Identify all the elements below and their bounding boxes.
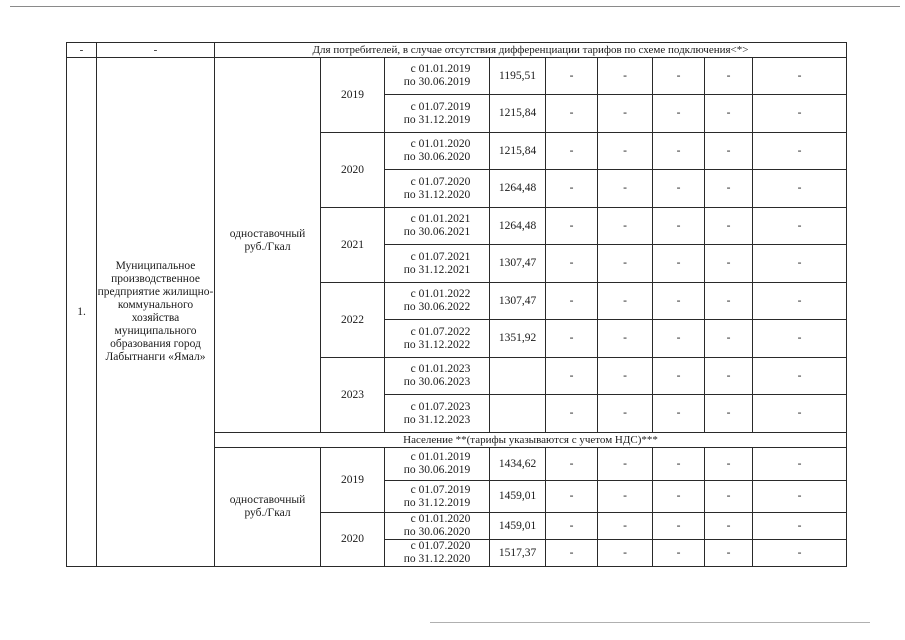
empty-value-dash: -: [546, 208, 598, 245]
period-to: по 31.12.2020: [403, 553, 471, 565]
price-cell: 1517,37: [490, 540, 546, 567]
empty-value-dash: -: [653, 283, 705, 320]
period-from: с 01.01.2020: [410, 138, 471, 150]
empty-value-dash: -: [705, 513, 753, 540]
empty-value-dash: -: [546, 95, 598, 133]
period-to: по 31.12.2023: [403, 413, 471, 426]
period-cell: [385, 170, 490, 208]
tariff-category-unit: руб./Гкал: [244, 507, 291, 519]
period-from: с 01.07.2019: [410, 100, 471, 113]
empty-value-dash: -: [705, 133, 753, 170]
price-cell: 1434,62: [490, 448, 546, 481]
empty-value-dash: -: [598, 245, 653, 283]
empty-value-dash: -: [653, 448, 705, 481]
period-to: по 30.06.2022: [403, 301, 471, 313]
price-cell: 1215,84: [490, 133, 546, 170]
period-cell: [385, 358, 490, 395]
price-cell: 1351,92: [490, 320, 546, 358]
tariff-row: [67, 58, 847, 95]
empty-value-dash: -: [653, 133, 705, 170]
period-to: по 30.06.2021: [403, 226, 471, 238]
empty-value-dash: -: [546, 320, 598, 358]
period-from: с 01.07.2020: [410, 540, 471, 552]
period-to: по 31.12.2022: [403, 338, 471, 351]
header-col-organization: -: [97, 43, 215, 58]
empty-value-dash: -: [753, 395, 847, 433]
empty-value-dash: -: [598, 448, 653, 481]
empty-value-dash: -: [753, 133, 847, 170]
header-col-number: -: [67, 43, 97, 58]
period-from: с 01.07.2022: [410, 325, 471, 338]
section-header-population: Население **(тарифы указываются с учетом НДС)***: [215, 433, 847, 448]
empty-value-dash: -: [598, 320, 653, 358]
empty-value-dash: -: [753, 58, 847, 95]
year-cell: 2019: [321, 58, 385, 133]
empty-value-dash: -: [598, 208, 653, 245]
period-from: с 01.01.2022: [410, 288, 471, 300]
empty-value-dash: -: [546, 395, 598, 433]
tariff-category-type: одноставочный: [229, 494, 306, 506]
period-to: по 30.06.2023: [403, 376, 471, 388]
organization-name: Муниципальное производственное предприятие жилищно-коммунального хозяйства муниципального образования город Лабытнанги «Ямал»: [97, 58, 215, 567]
empty-value-dash: -: [653, 95, 705, 133]
empty-value-dash: -: [653, 358, 705, 395]
empty-value-dash: -: [546, 58, 598, 95]
empty-value-dash: -: [705, 208, 753, 245]
empty-value-dash: -: [705, 170, 753, 208]
year-cell: 2021: [321, 208, 385, 283]
page-bottom-rule: [430, 622, 870, 623]
empty-value-dash: -: [753, 245, 847, 283]
empty-value-dash: -: [705, 283, 753, 320]
empty-value-dash: -: [753, 208, 847, 245]
tariff-category: [215, 58, 321, 433]
empty-value-dash: -: [753, 481, 847, 513]
empty-value-dash: -: [653, 513, 705, 540]
empty-value-dash: -: [598, 540, 653, 567]
page-top-rule: [10, 6, 900, 7]
price-cell: 1215,84: [490, 95, 546, 133]
period-cell: [385, 133, 490, 170]
empty-value-dash: -: [546, 133, 598, 170]
period-to: по 30.06.2020: [403, 151, 471, 163]
period-to: по 30.06.2019: [403, 76, 471, 88]
period-from: с 01.07.2020: [410, 175, 471, 188]
empty-value-dash: -: [546, 245, 598, 283]
empty-value-dash: -: [705, 245, 753, 283]
empty-value-dash: -: [653, 320, 705, 358]
period-to: по 31.12.2021: [403, 263, 471, 276]
period-from: с 01.01.2019: [410, 451, 471, 463]
empty-value-dash: -: [753, 358, 847, 395]
empty-value-dash: -: [705, 395, 753, 433]
empty-value-dash: -: [653, 58, 705, 95]
period-cell: [385, 481, 490, 513]
empty-value-dash: -: [546, 540, 598, 567]
price-cell: [490, 395, 546, 433]
period-to: по 31.12.2019: [403, 496, 471, 509]
empty-value-dash: -: [653, 540, 705, 567]
empty-value-dash: -: [598, 170, 653, 208]
empty-value-dash: -: [753, 95, 847, 133]
section-header-consumers: Для потребителей, в случае отсутствия дифференциации тарифов по схеме подключения<*>: [215, 43, 847, 58]
empty-value-dash: -: [598, 58, 653, 95]
year-cell: 2023: [321, 358, 385, 433]
period-cell: [385, 208, 490, 245]
year-cell: 2020: [321, 133, 385, 208]
empty-value-dash: -: [598, 133, 653, 170]
period-cell: [385, 95, 490, 133]
period-cell: [385, 320, 490, 358]
empty-value-dash: -: [653, 481, 705, 513]
period-from: с 01.01.2021: [410, 213, 471, 225]
empty-value-dash: -: [598, 283, 653, 320]
period-to: по 31.12.2020: [403, 188, 471, 201]
price-cell: 1264,48: [490, 208, 546, 245]
empty-value-dash: -: [705, 320, 753, 358]
row-number: 1.: [67, 58, 97, 567]
price-cell: 1459,01: [490, 481, 546, 513]
empty-value-dash: -: [705, 95, 753, 133]
period-to: по 31.12.2019: [403, 113, 471, 126]
period-cell: [385, 540, 490, 567]
empty-value-dash: -: [653, 208, 705, 245]
tariff-table-body: [67, 43, 847, 567]
price-cell: 1459,01: [490, 513, 546, 540]
empty-value-dash: -: [598, 481, 653, 513]
price-cell: [490, 358, 546, 395]
period-from: с 01.01.2023: [410, 363, 471, 375]
period-cell: [385, 513, 490, 540]
price-cell: 1195,51: [490, 58, 546, 95]
period-from: с 01.01.2020: [410, 513, 471, 525]
empty-value-dash: -: [753, 448, 847, 481]
empty-value-dash: -: [546, 170, 598, 208]
empty-value-dash: -: [546, 513, 598, 540]
tariff-category: [215, 448, 321, 567]
period-to: по 30.06.2020: [403, 526, 471, 538]
period-to: по 30.06.2019: [403, 464, 471, 476]
empty-value-dash: -: [705, 58, 753, 95]
empty-value-dash: -: [705, 448, 753, 481]
empty-value-dash: -: [598, 395, 653, 433]
period-cell: [385, 245, 490, 283]
period-cell: [385, 58, 490, 95]
period-from: с 01.07.2021: [410, 250, 471, 263]
period-from: с 01.07.2023: [410, 400, 471, 413]
empty-value-dash: -: [705, 540, 753, 567]
empty-value-dash: -: [653, 245, 705, 283]
header-row: [67, 43, 847, 58]
empty-value-dash: -: [546, 283, 598, 320]
empty-value-dash: -: [653, 395, 705, 433]
year-cell: 2020: [321, 513, 385, 567]
empty-value-dash: -: [598, 513, 653, 540]
period-cell: [385, 448, 490, 481]
tariff-table: [66, 42, 847, 567]
price-cell: 1307,47: [490, 245, 546, 283]
empty-value-dash: -: [598, 95, 653, 133]
price-cell: 1307,47: [490, 283, 546, 320]
tariff-category-type: одноставочный: [229, 228, 306, 240]
empty-value-dash: -: [753, 320, 847, 358]
empty-value-dash: -: [546, 358, 598, 395]
empty-value-dash: -: [753, 170, 847, 208]
empty-value-dash: -: [753, 513, 847, 540]
period-cell: [385, 395, 490, 433]
empty-value-dash: -: [653, 170, 705, 208]
empty-value-dash: -: [598, 358, 653, 395]
year-cell: 2019: [321, 448, 385, 513]
year-cell: 2022: [321, 283, 385, 358]
empty-value-dash: -: [753, 283, 847, 320]
period-cell: [385, 283, 490, 320]
empty-value-dash: -: [705, 358, 753, 395]
tariff-category-unit: руб./Гкал: [244, 241, 291, 253]
empty-value-dash: -: [705, 481, 753, 513]
period-from: с 01.07.2019: [410, 483, 471, 496]
empty-value-dash: -: [546, 448, 598, 481]
empty-value-dash: -: [753, 540, 847, 567]
period-from: с 01.01.2019: [410, 63, 471, 75]
empty-value-dash: -: [546, 481, 598, 513]
price-cell: 1264,48: [490, 170, 546, 208]
